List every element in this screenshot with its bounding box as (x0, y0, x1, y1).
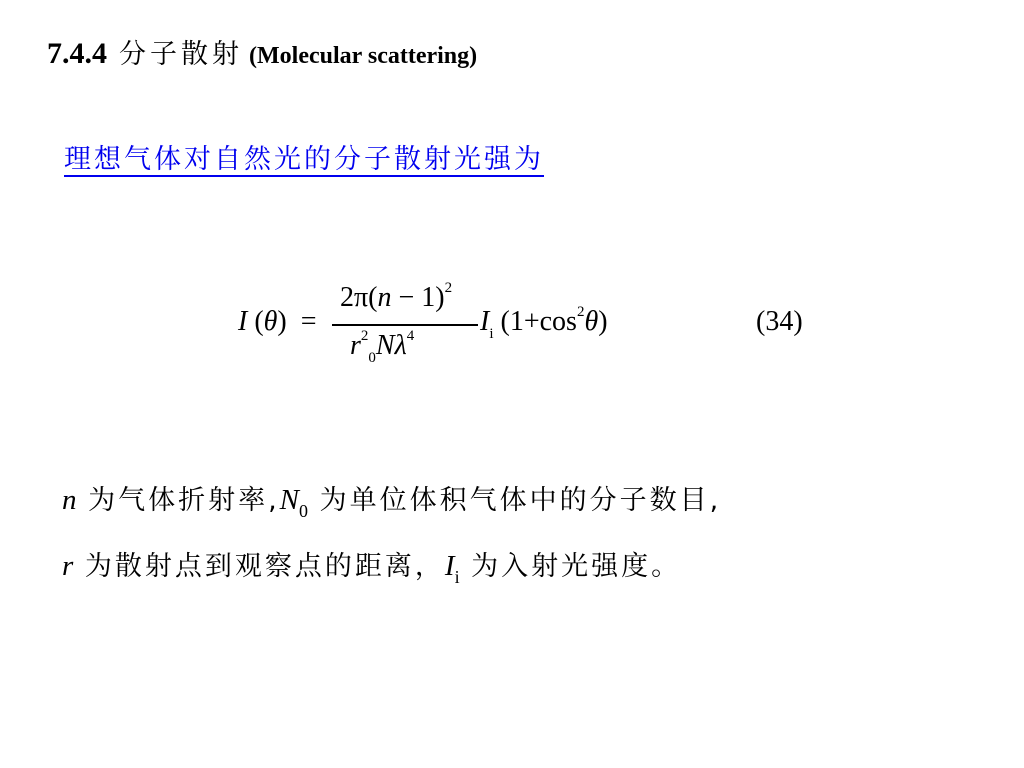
symbol-N: N (279, 484, 300, 516)
equation-number: (34) (756, 306, 803, 337)
section-number: 7.4.4 (47, 37, 107, 70)
intro-hyperlink[interactable]: 理想气体对自然光的分子散射光强为 (64, 144, 544, 175)
fraction-numerator: $2\pi(n - 1)^2$ (340, 280, 453, 313)
symbol-I: I (444, 550, 455, 582)
symbol-I-subscript: i (454, 567, 460, 587)
note-text: 为气体折射率, (76, 485, 280, 516)
equation-rhs: $I_i$ $(1+\cos^2\theta)$ (480, 304, 608, 342)
equation-fraction (332, 282, 478, 372)
section-title-chinese: 分子散射 (119, 39, 243, 70)
note-text: 为入射光强度。 (459, 551, 682, 582)
symbol-N-subscript: 0 (299, 501, 309, 521)
equation-lhs: I (θ) = (238, 306, 317, 337)
note-line-2 (62, 546, 681, 587)
fraction-denominator: $r^2_0N\lambda^4$ (350, 328, 415, 366)
note-text: 为单位体积气体中的分子数目, (308, 485, 722, 516)
note-line-1 (62, 480, 721, 521)
fraction-bar (332, 324, 478, 326)
symbol-n: n (62, 484, 77, 516)
symbol-r: r (62, 550, 74, 582)
section-heading (47, 34, 477, 76)
note-text: 为散射点到观察点的距离， (73, 551, 445, 582)
section-title-english: (Molecular scattering) (249, 43, 478, 69)
